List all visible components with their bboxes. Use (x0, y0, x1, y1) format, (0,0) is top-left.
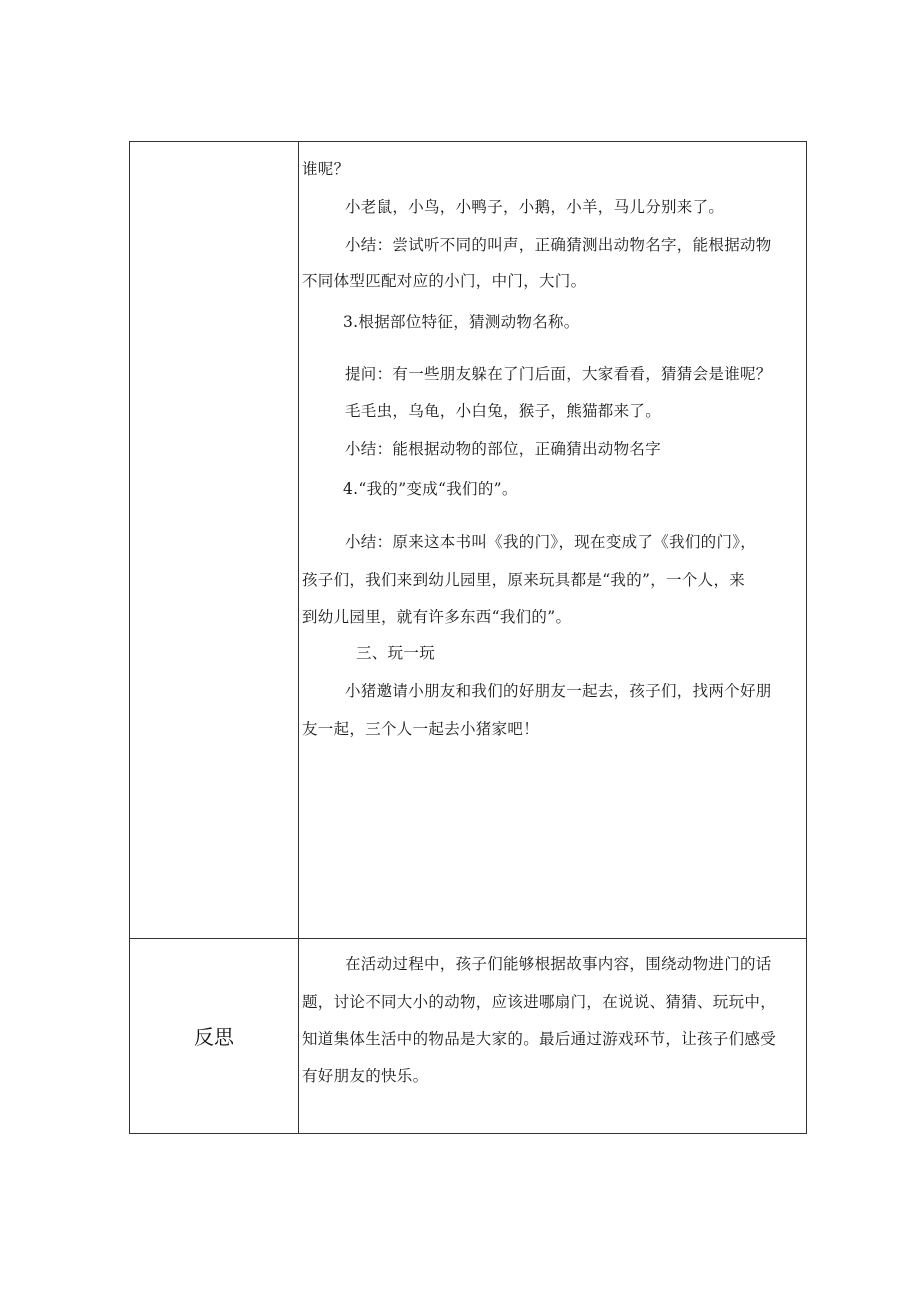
activity-content-cell (299, 142, 806, 938)
content-line: 小猪邀请小朋友和我们的好朋友一起去，孩子们，找两个好朋 (345, 682, 772, 700)
reflection-line: 题，讨论不同大小的动物，应该进哪扇门，在说说、猜猜、玩玩中， (302, 993, 777, 1011)
content-line: 到幼儿园里，就有许多东西“我们的”。 (302, 608, 572, 626)
section-heading: 4.“我的”变成“我们的”。 (343, 480, 518, 498)
reflection-label: 反思 (194, 1025, 234, 1049)
reflection-line: 知道集体生活中的物品是大家的。最后通过游戏环节，让孩子们感受 (302, 1030, 777, 1048)
section-heading: 三、玩一玩 (356, 644, 436, 662)
lesson-plan-table (129, 141, 807, 1134)
reflection-content-cell (299, 939, 806, 1133)
content-line: 提问：有一些朋友躲在了门后面，大家看看，猜猜会是谁呢？ (345, 365, 772, 383)
reflection-line: 有好朋友的快乐。 (302, 1067, 429, 1085)
content-line: 小结：原来这本书叫《我的门》，现在变成了《我们的门》， (345, 533, 757, 551)
reflection-label-cell (130, 939, 299, 1133)
row-label-cell (130, 142, 299, 938)
section-heading: 3.根据部位特征，猜测动物名称。 (343, 313, 580, 331)
content-line: 毛毛虫，乌龟，小白兔，猴子，熊猫都来了。 (345, 402, 662, 420)
content-line: 友一起，三个人一起去小猪家吧！ (302, 720, 540, 738)
content-line: 孩子们，我们来到幼儿园里，原来玩具都是“我的”，一个人，来 (302, 571, 746, 589)
reflection-line: 在活动过程中，孩子们能够根据故事内容，围绕动物进门的话 (345, 955, 772, 973)
reflection-row (130, 939, 806, 1133)
content-line: 小结：能根据动物的部位，正确猜出动物名字 (345, 440, 662, 458)
content-line: 小结：尝试听不同的叫声，正确猜测出动物名字，能根据动物 (345, 236, 772, 254)
content-line: 小老鼠，小鸟，小鸭子，小鹅，小羊，马儿分别来了。 (345, 198, 725, 216)
activity-process-row (130, 142, 806, 939)
content-line: 谁呢？ (302, 160, 350, 178)
content-line: 不同体型匹配对应的小门，中门，大门。 (302, 272, 587, 290)
